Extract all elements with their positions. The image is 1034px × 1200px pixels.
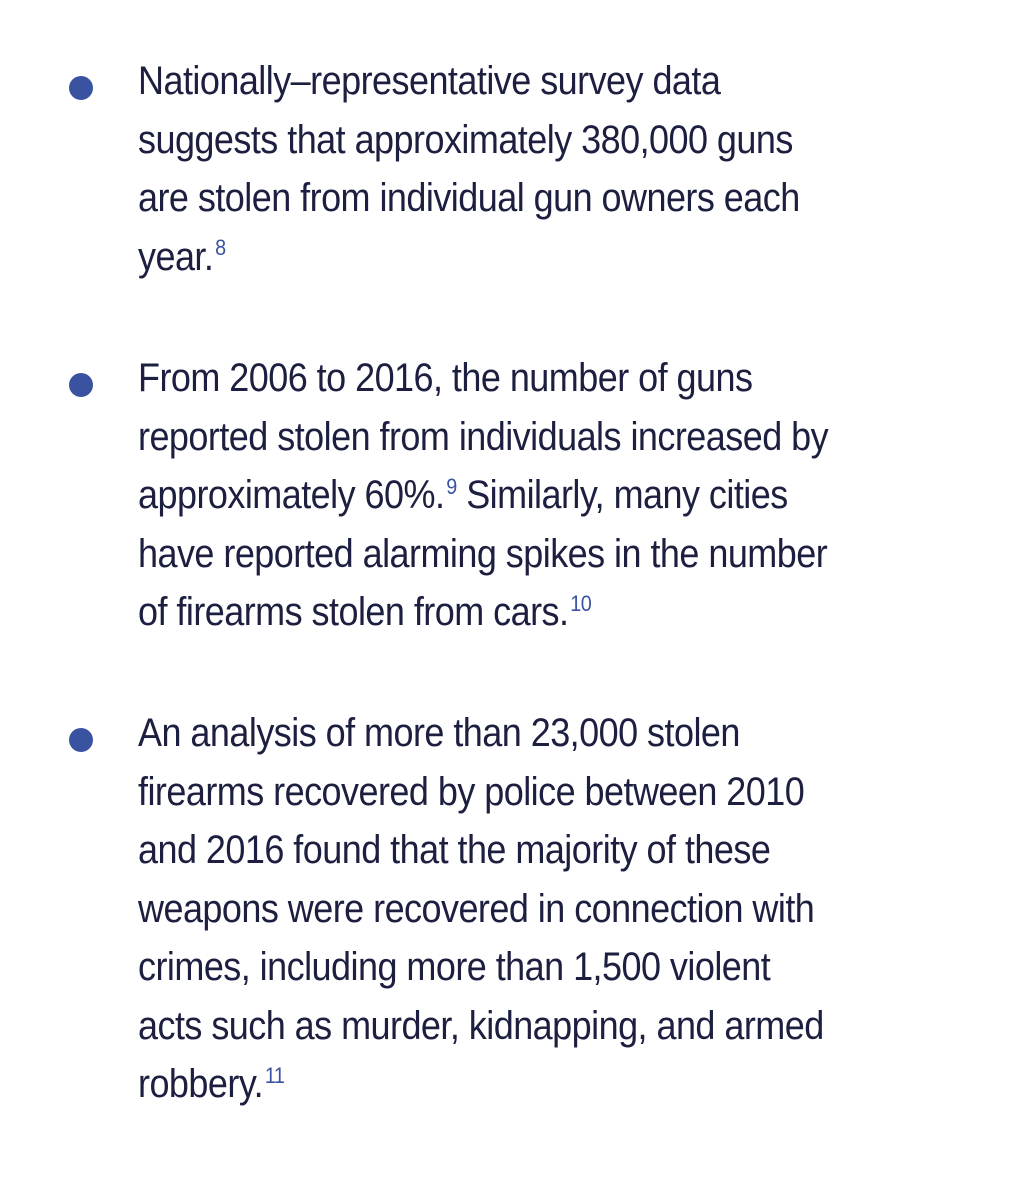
footnote-ref[interactable]: 11 [264,1062,285,1088]
text-segment: robbery. [138,1062,264,1106]
bullet-point-icon [69,728,93,752]
bullet-text [138,52,912,286]
text-line: acts such as murder, kidnapping, and armed [138,1003,824,1048]
text-line: suggests that approximately 380,000 guns [138,117,793,162]
bullet-point-icon [69,373,93,397]
text-segment: year. [138,234,214,279]
footnote-ref[interactable]: 8 [215,235,226,261]
text-line [138,583,912,642]
text-line: and 2016 found that the majority of these [138,828,771,872]
text-line: firearms recovered by police between 2010 [138,769,805,814]
text-line [138,1055,912,1114]
text-line: are stolen from individual gun owners each [138,176,800,220]
text-line: Nationally–representative survey data [138,59,721,103]
text-line: reported stolen from individuals increased by [138,414,829,459]
bullet-point-icon [69,76,93,100]
text-line [138,466,912,525]
footnote-ref[interactable]: 10 [570,590,592,616]
text-line: From 2006 to 2016, the number of guns [138,356,753,400]
text-line: have reported alarming spikes in the number [138,531,828,576]
footnote-ref[interactable]: 9 [446,473,457,499]
bullet-text [138,704,912,1114]
text-segment: approximately 60%. [138,473,445,517]
text-segment: Similarly, many cities [466,473,788,517]
text-segment: of firearms stolen from cars. [138,590,569,634]
text-line: crimes, including more than 1,500 violent [138,945,771,989]
text-line: An analysis of more than 23,000 stolen [138,711,740,755]
bullet-text [138,349,912,642]
text-line: weapons were recovered in connection with [138,886,815,931]
text-line [138,228,912,287]
